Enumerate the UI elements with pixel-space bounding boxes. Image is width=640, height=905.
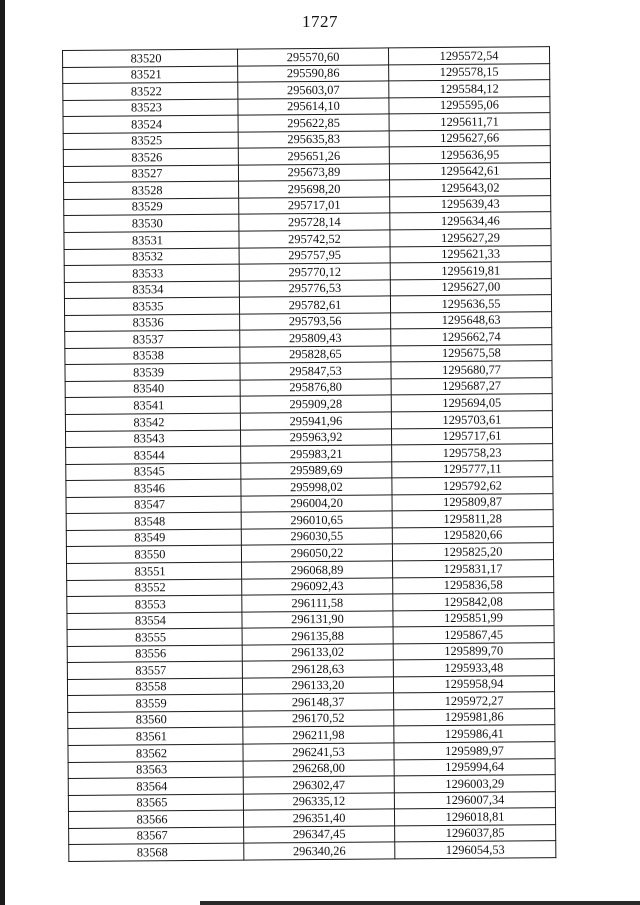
y-coordinate-cell: 1295627,66 (389, 129, 550, 147)
point-number-cell: 83533 (64, 264, 239, 282)
x-coordinate-cell: 295717,01 (239, 197, 390, 215)
point-number-cell: 83532 (64, 248, 239, 266)
x-coordinate-cell: 295570,60 (237, 48, 388, 66)
y-coordinate-cell: 1295680,77 (391, 361, 552, 379)
x-coordinate-cell: 295698,20 (239, 180, 390, 198)
point-number-cell: 83558 (67, 678, 242, 696)
y-coordinate-cell: 1296037,85 (395, 824, 556, 842)
x-coordinate-cell: 295757,95 (239, 246, 390, 264)
y-coordinate-cell: 1295572,54 (388, 47, 549, 65)
y-coordinate-cell: 1295611,71 (389, 113, 550, 131)
coordinates-table (62, 46, 556, 862)
x-coordinate-cell: 296340,26 (244, 842, 395, 860)
y-coordinate-cell: 1295621,33 (390, 245, 551, 263)
y-coordinate-cell: 1295989,97 (394, 742, 555, 760)
point-number-cell: 83539 (65, 364, 240, 382)
y-coordinate-cell: 1295627,00 (390, 278, 551, 296)
x-coordinate-cell: 295876,80 (240, 379, 391, 397)
point-number-cell: 83568 (69, 843, 244, 861)
x-coordinate-cell: 296211,98 (243, 726, 394, 744)
point-number-cell: 83549 (66, 529, 241, 547)
point-number-cell: 83552 (67, 579, 242, 597)
point-number-cell: 83555 (67, 628, 242, 646)
x-coordinate-cell: 296268,00 (243, 759, 394, 777)
x-coordinate-cell: 295603,07 (238, 81, 389, 99)
point-number-cell: 83541 (65, 397, 240, 415)
point-number-cell: 83547 (66, 496, 241, 514)
point-number-cell: 83551 (67, 562, 242, 580)
x-coordinate-cell: 295828,65 (240, 346, 391, 364)
point-number-cell: 83543 (65, 430, 240, 448)
table-row (69, 841, 556, 861)
point-number-cell: 83523 (63, 99, 238, 117)
y-coordinate-cell: 1295972,27 (394, 692, 555, 710)
point-number-cell: 83528 (64, 181, 239, 199)
y-coordinate-cell: 1295811,28 (392, 510, 553, 528)
x-coordinate-cell: 296302,47 (243, 776, 394, 794)
x-coordinate-cell: 295590,86 (238, 64, 389, 82)
point-number-cell: 83561 (68, 728, 243, 746)
y-coordinate-cell: 1295792,62 (392, 477, 553, 495)
coordinates-table-body (63, 47, 556, 862)
point-number-cell: 83566 (68, 810, 243, 828)
point-number-cell: 83521 (63, 66, 238, 84)
point-number-cell: 83537 (65, 330, 240, 348)
x-coordinate-cell: 295963,92 (240, 429, 391, 447)
y-coordinate-cell: 1295578,15 (389, 63, 550, 81)
point-number-cell: 83567 (69, 827, 244, 845)
coordinates-table-wrapper (62, 46, 556, 862)
y-coordinate-cell: 1295636,95 (389, 146, 550, 164)
x-coordinate-cell: 295941,96 (240, 412, 391, 430)
y-coordinate-cell: 1295758,23 (392, 444, 553, 462)
x-coordinate-cell: 296148,37 (243, 693, 394, 711)
x-coordinate-cell: 295742,52 (239, 230, 390, 248)
y-coordinate-cell: 1295694,05 (391, 394, 552, 412)
y-coordinate-cell: 1295981,86 (394, 709, 555, 727)
scan-edge-bottom (200, 901, 640, 905)
x-coordinate-cell: 295998,02 (241, 478, 392, 496)
x-coordinate-cell: 296347,45 (244, 826, 395, 844)
y-coordinate-cell: 1295648,63 (391, 311, 552, 329)
point-number-cell: 83536 (65, 314, 240, 332)
page-number: 1727 (302, 12, 338, 31)
scan-edge-left (0, 0, 5, 905)
point-number-cell: 83546 (66, 479, 241, 497)
y-coordinate-cell: 1295627,29 (390, 229, 551, 247)
point-number-cell: 83525 (63, 132, 238, 150)
point-number-cell: 83557 (67, 661, 242, 679)
y-coordinate-cell: 1295958,94 (393, 675, 554, 693)
x-coordinate-cell: 295728,14 (239, 213, 390, 231)
y-coordinate-cell: 1295851,99 (393, 609, 554, 627)
point-number-cell: 83538 (65, 347, 240, 365)
point-number-cell: 83553 (67, 595, 242, 613)
x-coordinate-cell: 296050,22 (241, 544, 392, 562)
point-number-cell: 83564 (68, 777, 243, 795)
x-coordinate-cell: 296135,88 (242, 627, 393, 645)
y-coordinate-cell: 1295636,55 (390, 295, 551, 313)
x-coordinate-cell: 295651,26 (238, 147, 389, 165)
point-number-cell: 83530 (64, 215, 239, 233)
x-coordinate-cell: 296004,20 (241, 495, 392, 513)
x-coordinate-cell: 295770,12 (239, 263, 390, 281)
point-number-cell: 83540 (65, 380, 240, 398)
x-coordinate-cell: 295989,69 (241, 462, 392, 480)
x-coordinate-cell: 296133,02 (242, 644, 393, 662)
point-number-cell: 83522 (63, 82, 238, 100)
x-coordinate-cell: 296241,53 (243, 743, 394, 761)
y-coordinate-cell: 1296018,81 (394, 808, 555, 826)
y-coordinate-cell: 1295867,45 (393, 626, 554, 644)
point-number-cell: 83562 (68, 744, 243, 762)
x-coordinate-cell: 295622,85 (238, 114, 389, 132)
x-coordinate-cell: 296133,20 (242, 677, 393, 695)
point-number-cell: 83544 (66, 446, 241, 464)
x-coordinate-cell: 296030,55 (241, 528, 392, 546)
x-coordinate-cell: 295776,53 (239, 280, 390, 298)
x-coordinate-cell: 295983,21 (241, 445, 392, 463)
point-number-cell: 83542 (65, 413, 240, 431)
x-coordinate-cell: 295809,43 (240, 329, 391, 347)
point-number-cell: 83565 (68, 794, 243, 812)
x-coordinate-cell: 295909,28 (240, 395, 391, 413)
point-number-cell: 83526 (63, 148, 238, 166)
y-coordinate-cell: 1295825,20 (392, 543, 553, 561)
y-coordinate-cell: 1295595,06 (389, 96, 550, 114)
point-number-cell: 83545 (66, 463, 241, 481)
y-coordinate-cell: 1295634,46 (390, 212, 551, 230)
x-coordinate-cell: 296170,52 (243, 710, 394, 728)
y-coordinate-cell: 1295809,87 (392, 493, 553, 511)
y-coordinate-cell: 1295842,08 (393, 593, 554, 611)
y-coordinate-cell: 1296054,53 (395, 841, 556, 859)
point-number-cell: 83531 (64, 231, 239, 249)
y-coordinate-cell: 1295933,48 (393, 659, 554, 677)
y-coordinate-cell: 1295687,27 (391, 378, 552, 396)
y-coordinate-cell: 1295643,02 (390, 179, 551, 197)
x-coordinate-cell: 296068,89 (242, 561, 393, 579)
x-coordinate-cell: 295635,83 (238, 131, 389, 149)
y-coordinate-cell: 1295662,74 (391, 328, 552, 346)
point-number-cell: 83534 (64, 281, 239, 299)
y-coordinate-cell: 1295584,12 (389, 80, 550, 98)
y-coordinate-cell: 1296003,29 (394, 775, 555, 793)
x-coordinate-cell: 296111,58 (242, 594, 393, 612)
y-coordinate-cell: 1296007,34 (394, 791, 555, 809)
y-coordinate-cell: 1295899,70 (393, 642, 554, 660)
y-coordinate-cell: 1295717,61 (391, 427, 552, 445)
point-number-cell: 83563 (68, 761, 243, 779)
point-number-cell: 83529 (64, 198, 239, 216)
point-number-cell: 83527 (63, 165, 238, 183)
y-coordinate-cell: 1295675,58 (391, 345, 552, 363)
y-coordinate-cell: 1295703,61 (391, 411, 552, 429)
y-coordinate-cell: 1295619,81 (390, 262, 551, 280)
y-coordinate-cell: 1295994,64 (394, 758, 555, 776)
point-number-cell: 83559 (68, 694, 243, 712)
x-coordinate-cell: 295793,56 (240, 313, 391, 331)
x-coordinate-cell: 296010,65 (241, 511, 392, 529)
point-number-cell: 83554 (67, 612, 242, 630)
y-coordinate-cell: 1295777,11 (392, 460, 553, 478)
point-number-cell: 83535 (64, 297, 239, 315)
y-coordinate-cell: 1295836,58 (393, 576, 554, 594)
x-coordinate-cell: 295673,89 (238, 164, 389, 182)
x-coordinate-cell: 296351,40 (243, 809, 394, 827)
point-number-cell: 83560 (68, 711, 243, 729)
x-coordinate-cell: 295847,53 (240, 362, 391, 380)
x-coordinate-cell: 296131,90 (242, 611, 393, 629)
x-coordinate-cell: 296092,43 (242, 577, 393, 595)
x-coordinate-cell: 296128,63 (242, 660, 393, 678)
point-number-cell: 83556 (67, 645, 242, 663)
point-number-cell: 83548 (66, 512, 241, 530)
y-coordinate-cell: 1295831,17 (393, 560, 554, 578)
point-number-cell: 83550 (66, 546, 241, 564)
x-coordinate-cell: 295614,10 (238, 98, 389, 116)
x-coordinate-cell: 296335,12 (243, 793, 394, 811)
point-number-cell: 83520 (63, 49, 238, 67)
y-coordinate-cell: 1295820,66 (392, 527, 553, 545)
x-coordinate-cell: 295782,61 (239, 296, 390, 314)
point-number-cell: 83524 (63, 115, 238, 133)
y-coordinate-cell: 1295642,61 (389, 162, 550, 180)
y-coordinate-cell: 1295986,41 (394, 725, 555, 743)
y-coordinate-cell: 1295639,43 (390, 196, 551, 214)
